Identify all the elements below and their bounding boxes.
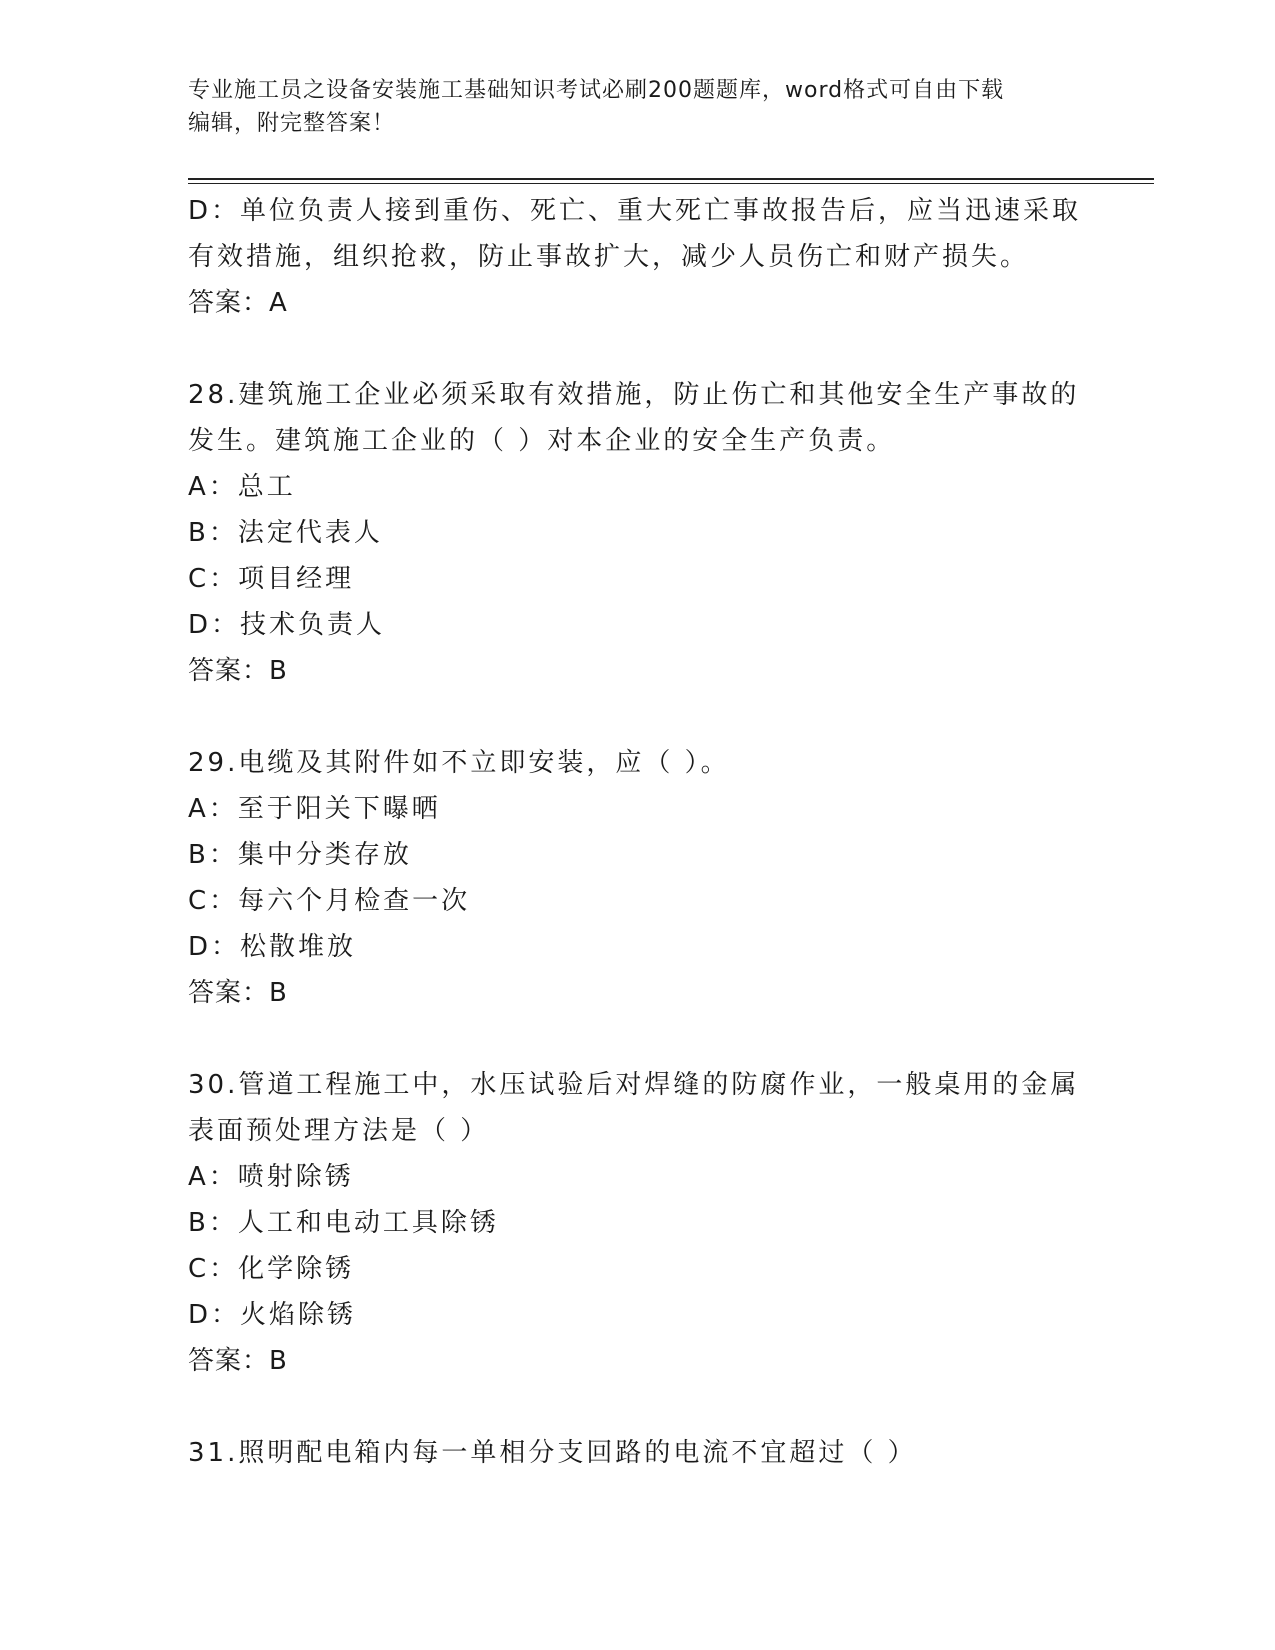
option-c: C：化学除锈 [188, 1254, 355, 1284]
spacer [188, 1016, 1088, 1062]
spacer [188, 694, 1088, 740]
option-d: D：松散堆放 [188, 932, 357, 962]
document-header [188, 74, 1088, 140]
option-a: A：至于阳关下曝晒 [188, 794, 441, 824]
option-b: B：人工和电动工具除锈 [188, 1208, 499, 1238]
option-b: B：法定代表人 [188, 518, 383, 548]
question-stem-line: 表面预处理方法是（ ） [188, 1116, 490, 1146]
answer: 答案：B [188, 1346, 288, 1376]
question-stem-line: 发生。建筑施工企业的（ ）对本企业的安全生产负责。 [188, 426, 896, 456]
question-stem-line: 29.电缆及其附件如不立即安装，应（ ）。 [188, 748, 730, 778]
question-stem-line: 30.管道工程施工中，水压试验后对焊缝的防腐作业，一般桌用的金属 [188, 1070, 1080, 1100]
answer: 答案：B [188, 978, 288, 1008]
option-d: D：技术负责人 [188, 610, 386, 640]
option-a: A：总工 [188, 472, 296, 502]
question-29 [188, 740, 1088, 1016]
header-line-1: 专业施工员之设备安装施工基础知识考试必刷200题题库，word格式可自由下载 [188, 78, 1005, 103]
header-line-2: 编辑，附完整答案！ [188, 111, 396, 136]
spacer [188, 326, 1088, 372]
prev-answer: 答案：A [188, 288, 288, 318]
option-c: C：每六个月检查一次 [188, 886, 471, 916]
question-31 [188, 1430, 1088, 1476]
question-30 [188, 1062, 1088, 1384]
option-c: C：项目经理 [188, 564, 355, 594]
question-stem-line: 31.照明配电箱内每一单相分支回路的电流不宜超过（ ） [188, 1438, 917, 1468]
header-divider-thin [188, 183, 1154, 184]
question-stem-line: 28.建筑施工企业必须采取有效措施，防止伤亡和其他安全生产事故的 [188, 380, 1080, 410]
prev-option-d-line-1: D：单位负责人接到重伤、死亡、重大死亡事故报告后，应当迅速采取 [188, 196, 1082, 226]
question-28 [188, 372, 1088, 694]
prev-option-d-line-2: 有效措施，组织抢救，防止事故扩大，减少人员伤亡和财产损失。 [188, 242, 1030, 272]
option-a: A：喷射除锈 [188, 1162, 354, 1192]
option-d: D：火焰除锈 [188, 1300, 357, 1330]
question-content [188, 188, 1088, 1476]
spacer [188, 1384, 1088, 1430]
option-b: B：集中分类存放 [188, 840, 412, 870]
answer: 答案：B [188, 656, 288, 686]
header-divider-thick [188, 178, 1154, 180]
